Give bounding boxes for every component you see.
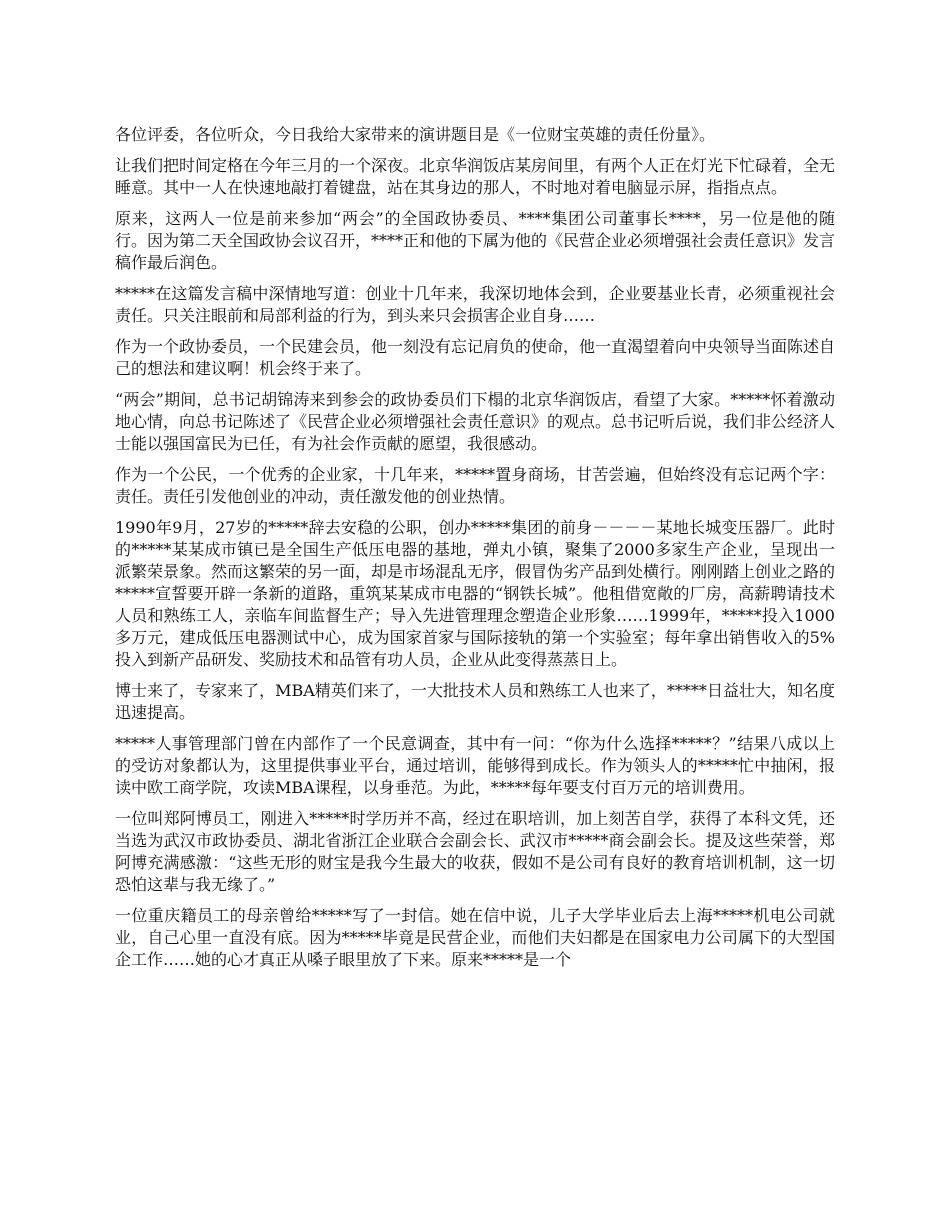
paragraph: 作为一个政协委员，一个民建会员，他一刻没有忘记肩负的使命，他一直渴望着向中央领导当面陈述自己的想法和建议啊！机会终于来了。 [115, 337, 836, 378]
paragraph: “两会”期间，总书记胡锦涛来到参会的政协委员们下榻的北京华润饭店，看望了大家。*****怀着激动地心情，向总书记陈述了《民营企业必须增强社会责任意识》的观点。总书记听后说，我们非公经济人士能以强国富民为已任，有为社会作贡献的愿望，我很感动。 [115, 390, 836, 453]
paragraph: 让我们把时间定格在今年三月的一个深夜。北京华润饭店某房间里，有两个人正在灯光下忙碌着，全无睡意。其中一人在快速地敲打着键盘，站在其身边的那人，不时地对着电脑显示屏，指指点点。 [115, 156, 836, 197]
paragraph: 1990年9月，27岁的*****辞去安稳的公职，创办*****集团的前身－－－－某地长城变压器厂。此时的*****某某成市镇已是全国生产低压电器的基地，弹丸小镇，聚集了2000多家生产企业，呈现出一派繁荣景象。然而这繁荣的另一面，却是市场混乱无序，假冒伪劣产品到处横行。刚刚踏上创业之路的*****宣誓要开辟一条新的道路，重筑某某成市电器的“钢铁长城”。他租借宽敞的厂房，高薪聘请技术人员和熟练工人，亲临车间监督生产；导入先进管理理念塑造企业形象……1999年，*****投入1000多万元，建成低压电器测试中心，成为国家首家与国际接轨的第一个实验室；每年拿出销售收入的5%投入到新产品研发、奖励技术和品管有功人员，企业从此变得蒸蒸日上。 [115, 518, 836, 669]
paragraph-intro: 各位评委，各位听众，今日我给大家带来的演讲题目是《一位财宝英雄的责任份量》。 [115, 125, 716, 144]
paragraph: *****人事管理部门曾在内部作了一个民意调查，其中有一问：“你为什么选择*****？”结果八成以上的受访对象都认为，这里提供事业平台，通过培训，能够得到成长。作为领头人的*****忙中抽闲，报读中欧工商学院，攻读MBA课程，以身垂范。为此，*****每年要支付百万元的培训费用。 [115, 734, 835, 797]
paragraph: 一位重庆籍员工的母亲曾给*****写了一封信。她在信中说，儿子大学毕业后去上海*****机电公司就业，自己心里一直没有底。因为*****毕竟是民营企业，而他们夫妇都是在国家电力公司属下的大型国企工作……她的心才真正从嗓子眼里放了下来。原来*****是一个 [115, 906, 835, 969]
paragraph: *****在这篇发言稿中深情地写道：创业十几年来，我深切地体会到，企业要基业长青，必须重视社会责任。只关注眼前和局部利益的行为，到头来只会损害企业自身…… [115, 284, 835, 325]
paragraph: 博士来了，专家来了，MBA精英们来了，一大批技术人员和熟练工人也来了，*****日益壮大，知名度迅速提高。 [115, 681, 835, 722]
paragraph: 作为一个公民，一个优秀的企业家，十几年来，*****置身商场，甘苦尝遍，但始终没有忘记两个字：责任。责任引发他创业的冲动，责任激发他的创业热情。 [115, 465, 835, 506]
paragraph: 原来，这两人一位是前来参加“两会”的全国政协委员、****集团公司董事长****，另一位是他的随行。因为第二天全国政协会议召开，****正和他的下属为他的《民营企业必须增强社会责任意识》发言稿作最后润色。 [115, 209, 836, 272]
document-body [115, 124, 835, 980]
paragraph: 一位叫郑阿博员工，刚进入*****时学历并不高，经过在职培训，加上刻苦自学，获得了本科文凭，还当选为武汉市政协委员、湖北省浙江企业联合会副会长、武汉市*****商会副会长。提及这些荣誉，郑阿博充满感激：“这些无形的财宝是我今生最大的收获，假如不是公司有良好的教育培训机制，这一切恐怕这辈与我无缘了。” [115, 809, 835, 894]
